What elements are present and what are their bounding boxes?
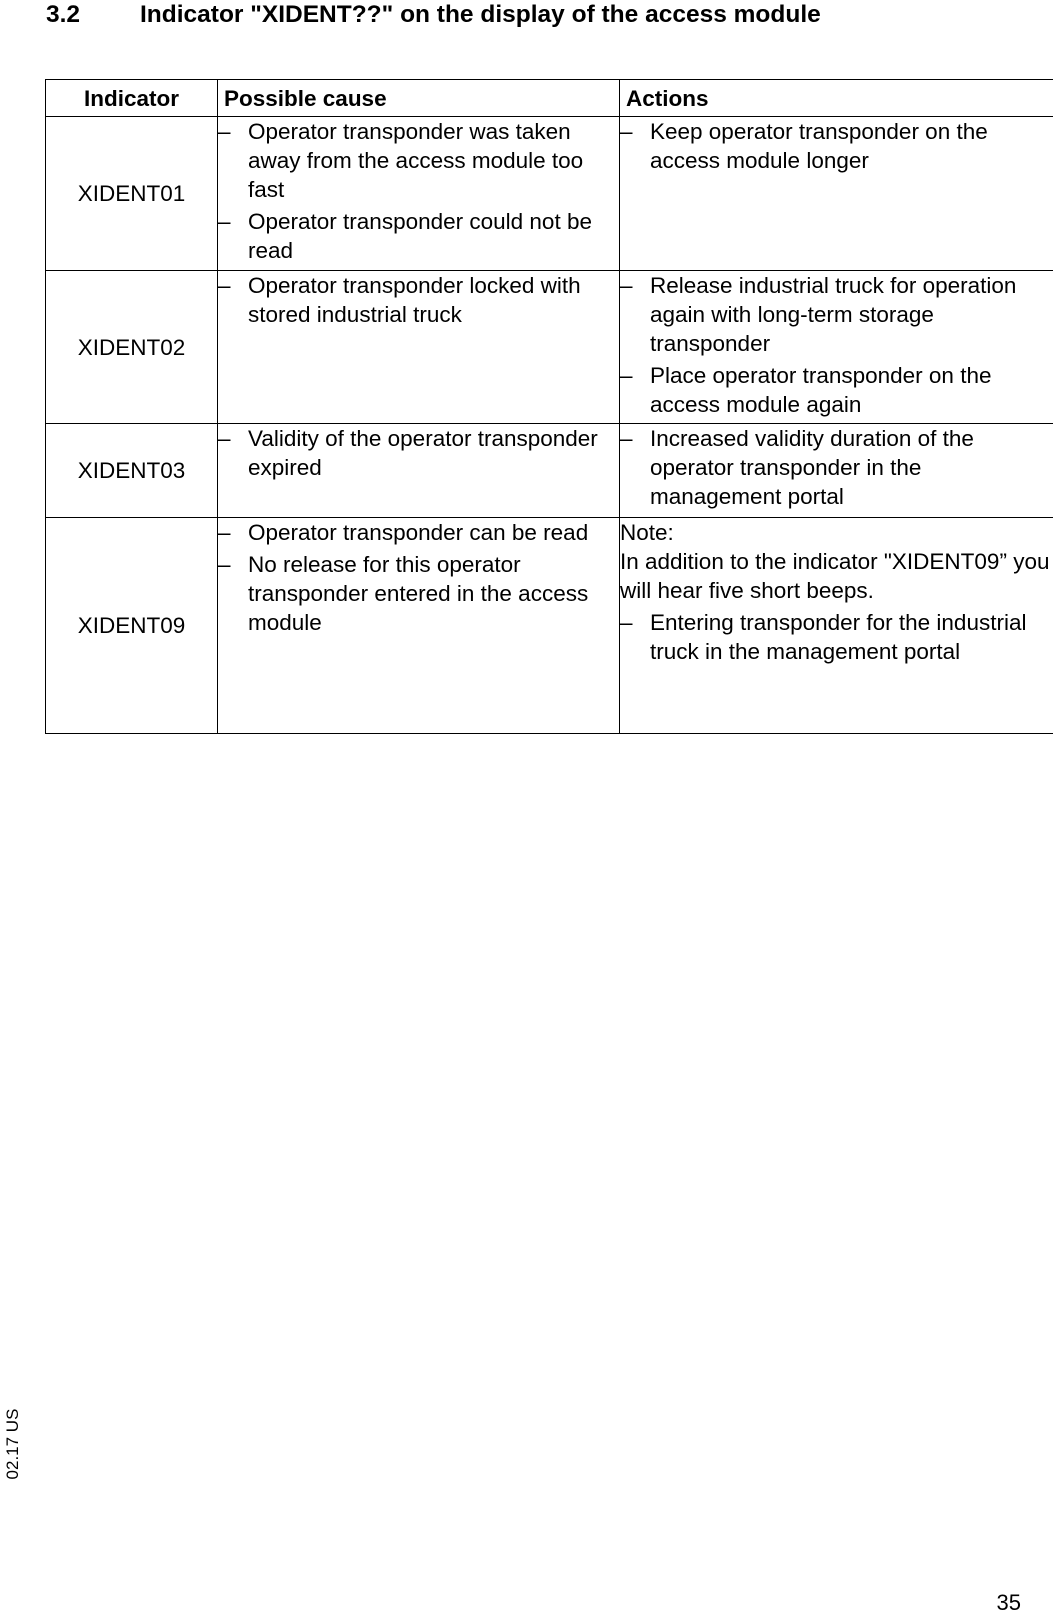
cause-text: No release for this operator transponder entered in the access module <box>248 550 619 637</box>
cause-text: Operator transponder was taken away from the access module too fast <box>248 117 619 204</box>
indicator-code: XIDENT03 <box>46 424 218 518</box>
cause-cell <box>218 271 620 424</box>
cause-item <box>218 117 619 204</box>
dash-marker: – <box>620 361 650 419</box>
header-actions: Actions <box>620 80 1053 117</box>
cause-item <box>218 550 619 637</box>
cause-item <box>218 271 619 329</box>
cause-item <box>218 518 619 547</box>
cause-cell <box>218 117 620 271</box>
dash-marker: – <box>218 271 248 329</box>
section-title: Indicator "XIDENT??" on the display of the access module <box>140 1 821 29</box>
dash-marker: – <box>218 550 248 637</box>
dash-marker: – <box>218 518 248 547</box>
actions-cell <box>620 271 1053 424</box>
cause-text: Operator transponder could not be read <box>248 207 619 265</box>
cause-cell <box>218 518 620 734</box>
indicator-code: XIDENT09 <box>46 518 218 734</box>
dash-marker: – <box>218 424 248 482</box>
dash-marker: – <box>218 117 248 204</box>
cause-cell <box>218 424 620 518</box>
header-indicator: Indicator <box>46 80 218 117</box>
action-text: Place operator transponder on the access module again <box>650 361 1053 419</box>
action-item <box>620 117 1053 175</box>
cause-text: Operator transponder locked with stored industrial truck <box>248 271 619 329</box>
indicator-table <box>45 79 1053 734</box>
section-heading <box>46 0 821 30</box>
cause-item <box>218 207 619 265</box>
action-item <box>620 424 1053 511</box>
indicator-code: XIDENT01 <box>46 117 218 271</box>
cause-item <box>218 424 619 482</box>
table-row <box>46 518 1053 734</box>
document-version: 02.17 US <box>3 1404 23 1484</box>
action-item <box>620 271 1053 358</box>
dash-marker: – <box>620 608 650 666</box>
action-text: Keep operator transponder on the access module longer <box>650 117 1053 175</box>
indicator-code: XIDENT02 <box>46 271 218 424</box>
action-item <box>620 361 1053 419</box>
dash-marker: – <box>620 424 650 511</box>
dash-marker: – <box>218 207 248 265</box>
note-label: Note: <box>620 518 1053 547</box>
action-item <box>620 608 1053 666</box>
actions-cell <box>620 424 1053 518</box>
header-possible-cause: Possible cause <box>218 80 620 117</box>
table-row <box>46 117 1053 271</box>
action-text: Entering transponder for the industrial truck in the management portal <box>650 608 1053 666</box>
page-number: 35 <box>997 1590 1021 1616</box>
dash-marker: – <box>620 271 650 358</box>
section-number: 3.2 <box>46 1 140 29</box>
action-text: Increased validity duration of the operator transponder in the management portal <box>650 424 1053 511</box>
action-text: Release industrial truck for operation again with long-term storage transponder <box>650 271 1053 358</box>
actions-cell <box>620 117 1053 271</box>
note-text: In addition to the indicator "XIDENT09” you will hear five short beeps. <box>620 547 1053 605</box>
table-header-row <box>46 80 1053 117</box>
cause-text: Operator transponder can be read <box>248 518 619 547</box>
dash-marker: – <box>620 117 650 175</box>
table-row <box>46 424 1053 518</box>
table-row <box>46 271 1053 424</box>
cause-text: Validity of the operator transponder expired <box>248 424 619 482</box>
actions-cell <box>620 518 1053 734</box>
